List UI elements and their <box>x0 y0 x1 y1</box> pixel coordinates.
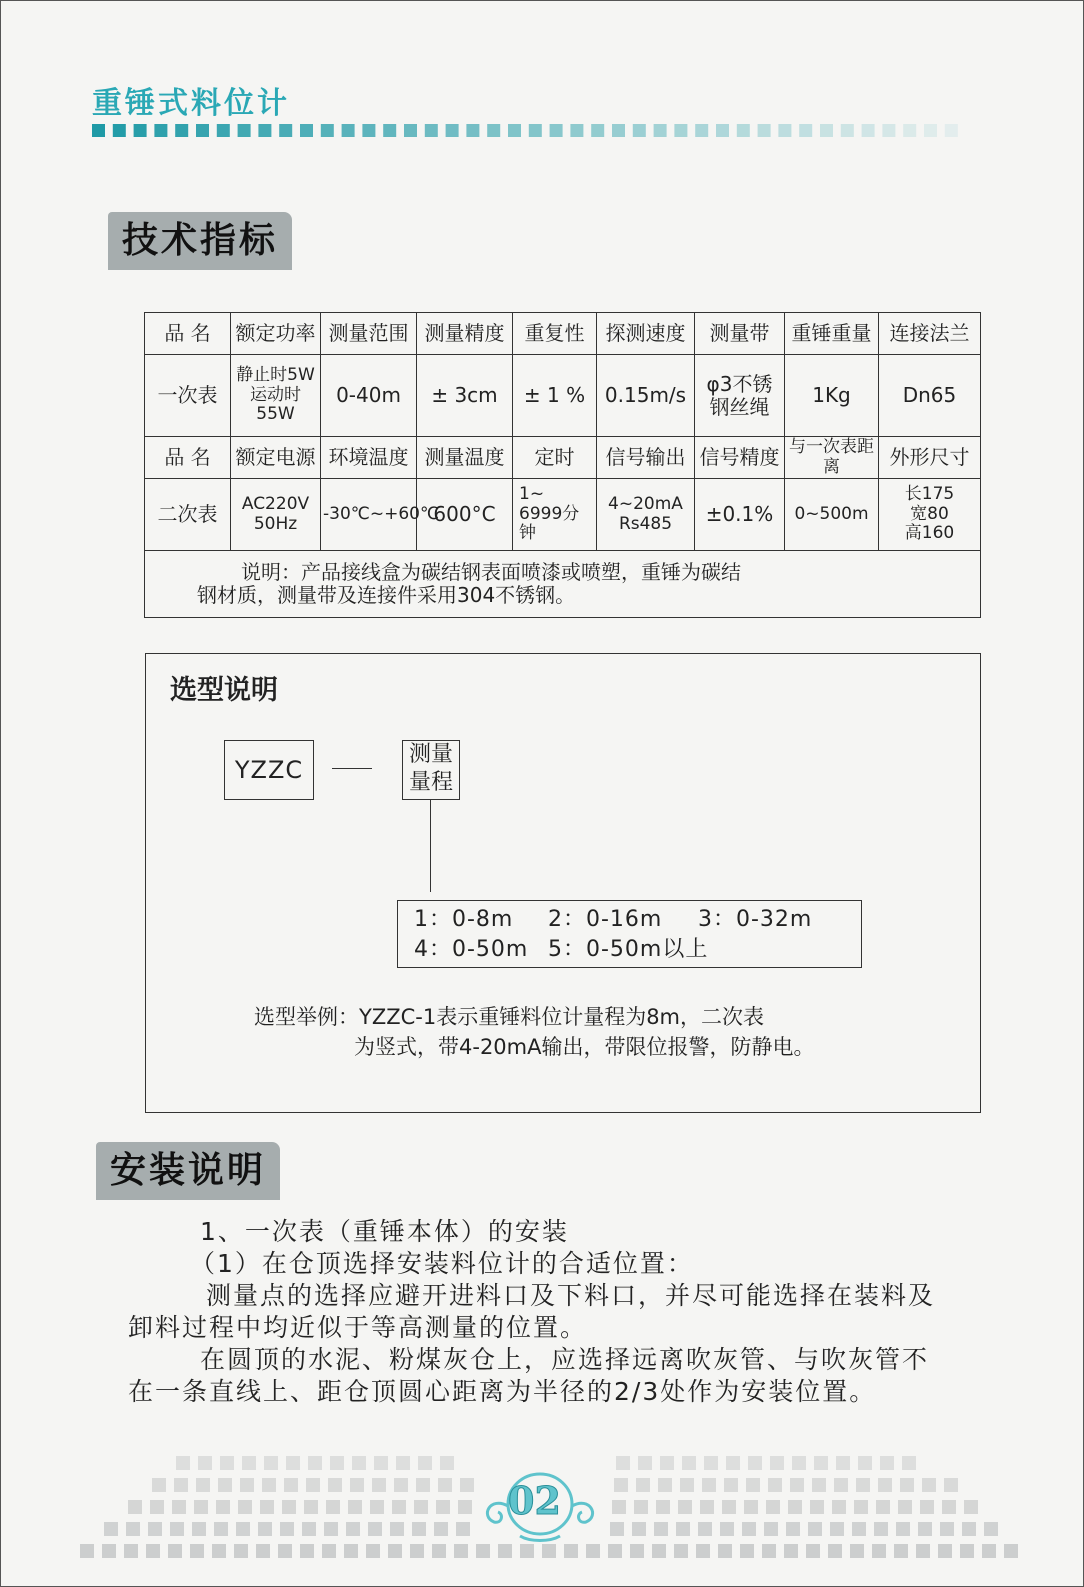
divider-dot <box>92 124 105 137</box>
note-line: 说明：产品接线盒为碳结钢表面喷漆或喷塑，重锤为碳结 <box>241 560 741 584</box>
footer-dot <box>564 1544 578 1558</box>
footer-dot <box>940 1522 954 1536</box>
footer-dot <box>216 1500 230 1514</box>
belt-line: 钢丝绳 <box>709 394 770 419</box>
footer-dot <box>744 1500 758 1514</box>
brand-title: 重锤式料位计 <box>92 86 290 121</box>
header-cell: 重锤重量 <box>785 313 879 355</box>
footer-dot <box>608 1544 622 1558</box>
footer-dot <box>788 1500 802 1514</box>
footer-dot <box>322 1544 336 1558</box>
footer-dot <box>814 1456 828 1470</box>
footer-dot <box>742 1522 756 1536</box>
footer-dot <box>304 1500 318 1514</box>
footer-dot <box>308 1456 322 1470</box>
footer-dot <box>704 1456 718 1470</box>
footer-dot <box>284 1478 298 1492</box>
footer-dot <box>414 1500 428 1514</box>
footer-dot <box>214 1522 228 1536</box>
divider-dot <box>279 124 292 137</box>
table-cell: 1Kg <box>785 355 879 437</box>
header-cell: 品 名 <box>145 437 231 479</box>
footer-dot <box>720 1522 734 1536</box>
footer-dot <box>258 1522 272 1536</box>
divider-dot <box>258 124 271 137</box>
footer-dot <box>352 1456 366 1470</box>
footer-dot <box>852 1522 866 1536</box>
header-cell: 重复性 <box>513 313 597 355</box>
divider-dot <box>695 124 708 137</box>
table-cell: ±0.1% <box>695 479 785 551</box>
divider-dot <box>487 124 500 137</box>
divider-dot <box>841 124 854 137</box>
footer-dot <box>212 1544 226 1558</box>
footer-dot <box>856 1478 870 1492</box>
footer-dot <box>658 1478 672 1492</box>
footer-dot <box>792 1456 806 1470</box>
install-subheading: （1）在仓顶选择安装料位计的合适位置： <box>190 1249 694 1278</box>
header-cell: 测量范围 <box>321 313 417 355</box>
example-line: 为竖式，带4-20mA输出，带限位报警，防静电。 <box>354 1035 815 1059</box>
table-cell: Dn65 <box>879 355 981 437</box>
footer-dot <box>80 1544 94 1558</box>
primary-header-row <box>145 313 981 355</box>
footer-dot <box>806 1544 820 1558</box>
footer-dot <box>770 1456 784 1470</box>
footer-dot <box>410 1544 424 1558</box>
divider-dot <box>175 124 188 137</box>
footer-dot <box>812 1478 826 1492</box>
power-line: 静止时5W <box>236 365 315 386</box>
footer-dot <box>634 1500 648 1514</box>
dim-line: 宽80 <box>910 503 949 524</box>
footer-dot <box>724 1478 738 1492</box>
divider-dot <box>778 124 791 137</box>
footer-dot <box>916 1544 930 1558</box>
divider-dot <box>342 124 355 137</box>
footer-dot <box>896 1522 910 1536</box>
footer-dot <box>702 1478 716 1492</box>
footer-dot <box>434 1522 448 1536</box>
divider-dot <box>529 124 542 137</box>
footer-dot <box>700 1500 714 1514</box>
footer-dot <box>784 1544 798 1558</box>
footer-dot <box>198 1456 212 1470</box>
range-label-box <box>402 740 460 800</box>
footer-dot <box>282 1500 296 1514</box>
footer-dot <box>238 1500 252 1514</box>
footer-dot <box>880 1456 894 1470</box>
header-cell: 外形尺寸 <box>879 437 981 479</box>
header-cell: 探测速度 <box>597 313 695 355</box>
footer-dot <box>942 1500 956 1514</box>
footer-dot <box>920 1500 934 1514</box>
footer-dot <box>678 1500 692 1514</box>
footer-dot <box>260 1500 274 1514</box>
table-cell: 二次表 <box>145 479 231 551</box>
footer-dot <box>286 1456 300 1470</box>
footer-dot <box>674 1544 688 1558</box>
footer-dot <box>176 1456 190 1470</box>
footer-dot <box>172 1500 186 1514</box>
footer-dot <box>832 1500 846 1514</box>
header-cell: 连接法兰 <box>879 313 981 355</box>
footer-dot <box>330 1456 344 1470</box>
footer-dot <box>416 1478 430 1492</box>
divider-dot <box>882 124 895 137</box>
divider-dot <box>654 124 667 137</box>
footer-dot <box>350 1478 364 1492</box>
footer-dot <box>146 1544 160 1558</box>
footer-dot <box>854 1500 868 1514</box>
footer-dot <box>278 1544 292 1558</box>
footer-dot <box>722 1500 736 1514</box>
footer-dot <box>654 1522 668 1536</box>
footer-dot <box>660 1456 674 1470</box>
table-cell: -30℃~+60℃ <box>321 479 417 551</box>
footer-dot <box>192 1522 206 1536</box>
footer-dot <box>790 1478 804 1492</box>
divider-dot <box>466 124 479 137</box>
footer-dot <box>614 1478 628 1492</box>
footer-dot <box>828 1544 842 1558</box>
footer-dot <box>632 1522 646 1536</box>
footer-dot <box>328 1478 342 1492</box>
footer-dot <box>836 1456 850 1470</box>
footer-dot <box>240 1478 254 1492</box>
power-line: 运动时55W <box>250 384 301 425</box>
divider-dot <box>716 124 729 137</box>
footer-dot <box>898 1500 912 1514</box>
secondary-header-row <box>145 437 981 479</box>
table-cell: 0~500m <box>785 479 879 551</box>
divider-dot <box>113 124 126 137</box>
footer-dot <box>148 1522 162 1536</box>
footer-dot <box>858 1456 872 1470</box>
table-cell: 0.15m/s <box>597 355 695 437</box>
footer-dot <box>104 1522 118 1536</box>
footer-dot <box>262 1478 276 1492</box>
divider-dot <box>758 124 771 137</box>
footer-dot <box>764 1522 778 1536</box>
footer-dot <box>394 1478 408 1492</box>
footer-dot <box>696 1544 710 1558</box>
footer-dot <box>872 1544 886 1558</box>
footer-dot <box>300 1544 314 1558</box>
footer-dot <box>348 1500 362 1514</box>
footer-dot <box>636 1478 650 1492</box>
belt-line: φ3不锈 <box>706 371 773 396</box>
divider-dot <box>238 124 251 137</box>
footer-dot <box>170 1522 184 1536</box>
selection-example <box>254 1002 814 1062</box>
divider-dot <box>799 124 812 137</box>
note-row <box>145 551 981 618</box>
note-line: 钢材质，测量带及连接件采用304不锈钢。 <box>197 583 576 607</box>
footer-dot <box>918 1522 932 1536</box>
footer-dot <box>878 1478 892 1492</box>
install-paragraph-line: 在一条直线上、距仓顶圆心距离为半径的2/3处作为安装位置。 <box>128 1377 877 1406</box>
dim-line: 长175 <box>904 484 955 505</box>
footer-dot <box>682 1456 696 1470</box>
footer-dot <box>944 1478 958 1492</box>
footer-dot <box>698 1522 712 1536</box>
footer-dot <box>306 1478 320 1492</box>
footer-dot <box>242 1456 256 1470</box>
footer-dot <box>962 1522 976 1536</box>
signal-line: 4~20mA <box>608 493 683 514</box>
signal-line: Rs485 <box>618 513 673 534</box>
footer-dot <box>456 1522 470 1536</box>
divider-dot <box>300 124 313 137</box>
footer-dot <box>984 1522 998 1536</box>
timer-line: 6999分钟 <box>519 503 580 544</box>
divider-dot <box>404 124 417 137</box>
divider-dot <box>674 124 687 137</box>
footer-dot <box>960 1544 974 1558</box>
footer-dot <box>102 1544 116 1558</box>
divider-dot <box>591 124 604 137</box>
header-cell: 定时 <box>513 437 597 479</box>
footer-dot <box>476 1544 490 1558</box>
footer-dot <box>454 1544 468 1558</box>
connector-vertical-line <box>430 799 431 892</box>
header-cell: 测量温度 <box>417 437 513 479</box>
footer-dot <box>586 1544 600 1558</box>
divider-dot <box>820 124 833 137</box>
table-cell: ± 3cm <box>417 355 513 437</box>
footer-dot <box>610 1522 624 1536</box>
footer-dot <box>874 1522 888 1536</box>
footer-dot <box>366 1544 380 1558</box>
footer-dot <box>740 1544 754 1558</box>
header-cell: 环境温度 <box>321 437 417 479</box>
footer-dot <box>196 1478 210 1492</box>
divider-dot <box>425 124 438 137</box>
footer-dot <box>894 1544 908 1558</box>
footer-dot <box>616 1456 630 1470</box>
header-cell: 额定电源 <box>231 437 321 479</box>
footer-dot <box>964 1500 978 1514</box>
power-line: 50Hz <box>253 513 298 534</box>
model-code-box: YZZC <box>224 740 314 800</box>
table-cell: ± 1 % <box>513 355 597 437</box>
primary-data-row <box>145 355 981 437</box>
footer-dot <box>746 1478 760 1492</box>
header-cell: 测量带 <box>695 313 785 355</box>
install-paragraph-line: 在圆顶的水泥、粉煤灰仓上，应选择远离吹灰管、与吹灰管不 <box>200 1345 930 1374</box>
footer-dot <box>256 1544 270 1558</box>
options-line <box>414 905 861 935</box>
selection-panel <box>145 653 981 1113</box>
table-cell <box>231 355 321 437</box>
footer-dot <box>938 1544 952 1558</box>
range-option: 2：0-16m <box>548 907 663 932</box>
footer-dot <box>498 1544 512 1558</box>
footer-dot <box>652 1544 666 1558</box>
header-cell: 测量精度 <box>417 313 513 355</box>
table-cell <box>879 479 981 551</box>
secondary-data-row <box>145 479 981 551</box>
table-cell: 一次表 <box>145 355 231 437</box>
divider-dot <box>446 124 459 137</box>
footer-dot <box>372 1478 386 1492</box>
footer-dot <box>168 1544 182 1558</box>
footer-dot <box>152 1478 166 1492</box>
table-cell: 600°C <box>417 479 513 551</box>
divider-dot <box>862 124 875 137</box>
footer-dot <box>346 1522 360 1536</box>
example-line: 选型举例：YZZC-1表示重锤料位计量程为8m，二次表 <box>254 1005 765 1029</box>
header-cell: 信号精度 <box>695 437 785 479</box>
range-options-box <box>397 900 862 968</box>
selection-title: 选型说明 <box>170 675 278 706</box>
footer-dot <box>396 1456 410 1470</box>
divider-dot <box>217 124 230 137</box>
footer-dot <box>392 1500 406 1514</box>
install-text <box>128 1216 998 1408</box>
footer-dot <box>834 1478 848 1492</box>
footer-dot <box>124 1544 138 1558</box>
footer-dot <box>344 1544 358 1558</box>
footer-dot <box>726 1456 740 1470</box>
dim-line: 高160 <box>904 523 955 544</box>
spec-table <box>144 312 981 618</box>
footer-dot <box>808 1522 822 1536</box>
footer-dot <box>220 1456 234 1470</box>
footer-dot <box>436 1500 450 1514</box>
footer-dot <box>374 1456 388 1470</box>
page-number: 02 <box>508 1478 561 1523</box>
table-cell <box>597 479 695 551</box>
footer-dot <box>630 1544 644 1558</box>
footer-dot <box>190 1544 204 1558</box>
footer-dot <box>174 1478 188 1492</box>
footer-dot <box>150 1500 164 1514</box>
install-section-tab: 安装说明 <box>96 1142 280 1200</box>
connector-dash <box>332 768 372 769</box>
divider-dot <box>362 124 375 137</box>
range-label-line: 量程 <box>408 770 453 795</box>
header-cell: 品 名 <box>145 313 231 355</box>
footer-dot <box>830 1522 844 1536</box>
footer-dot <box>718 1544 732 1558</box>
footer-dot <box>236 1522 250 1536</box>
range-option: 1：0-8m <box>414 907 514 932</box>
divider-dot <box>383 124 396 137</box>
range-option: 3：0-32m <box>698 907 813 932</box>
footer-dot <box>762 1544 776 1558</box>
install-paragraph-line: 卸料过程中均近似于等高测量的位置。 <box>128 1313 588 1342</box>
install-paragraph-line: 测量点的选择应避开进料口及下料口，并尽可能选择在装料及 <box>206 1281 936 1310</box>
footer-dot <box>368 1522 382 1536</box>
footer-dot <box>876 1500 890 1514</box>
table-cell <box>231 479 321 551</box>
footer-dot <box>128 1500 142 1514</box>
power-line: AC220V <box>241 493 310 514</box>
footer-dot <box>280 1522 294 1536</box>
divider-dot <box>903 124 916 137</box>
footer-dot <box>432 1544 446 1558</box>
footer-dot <box>126 1522 140 1536</box>
footer-dot <box>922 1478 936 1492</box>
header-dot-divider <box>92 124 972 138</box>
table-cell: 0-40m <box>321 355 417 437</box>
footer-dot <box>412 1522 426 1536</box>
divider-dot <box>321 124 334 137</box>
divider-dot <box>134 124 147 137</box>
footer-dot <box>324 1522 338 1536</box>
footer-dot <box>982 1544 996 1558</box>
footer-dot <box>656 1500 670 1514</box>
range-label-line: 测量 <box>408 742 453 767</box>
footer-dot <box>520 1544 534 1558</box>
footer-dot <box>786 1522 800 1536</box>
table-cell <box>695 355 785 437</box>
footer-dot <box>680 1478 694 1492</box>
timer-line: 1~ <box>519 484 545 505</box>
footer-dot <box>370 1500 384 1514</box>
footer-dot <box>264 1456 278 1470</box>
table-cell <box>513 479 597 551</box>
footer-dot <box>612 1500 626 1514</box>
divider-dot <box>737 124 750 137</box>
footer-dot <box>1004 1544 1018 1558</box>
footer-dot <box>810 1500 824 1514</box>
divider-dot <box>570 124 583 137</box>
spec-note <box>145 551 981 618</box>
footer-dot <box>388 1544 402 1558</box>
footer-dot <box>418 1456 432 1470</box>
footer-dot <box>194 1500 208 1514</box>
footer-dot <box>438 1478 452 1492</box>
footer-dot <box>766 1500 780 1514</box>
footer-dot <box>302 1522 316 1536</box>
footer-dot <box>902 1456 916 1470</box>
footer-dot <box>326 1500 340 1514</box>
divider-dot <box>633 124 646 137</box>
divider-dot <box>196 124 209 137</box>
footer-dot <box>900 1478 914 1492</box>
header-cell: 与一次表距离 <box>785 437 879 479</box>
divider-dot <box>945 124 958 137</box>
footer-dot <box>234 1544 248 1558</box>
footer-dot <box>218 1478 232 1492</box>
footer-dot <box>748 1456 762 1470</box>
divider-dot <box>550 124 563 137</box>
specs-section-tab: 技术指标 <box>108 212 292 270</box>
footer-dot <box>638 1456 652 1470</box>
header-cell: 额定功率 <box>231 313 321 355</box>
range-option: 5：0-50m以上 <box>548 937 709 962</box>
footer-dot <box>850 1544 864 1558</box>
divider-dot <box>508 124 521 137</box>
footer-dot <box>676 1522 690 1536</box>
footer-dot <box>542 1544 556 1558</box>
footer-dot <box>768 1478 782 1492</box>
divider-dot <box>612 124 625 137</box>
options-line <box>414 935 861 965</box>
divider-dot <box>924 124 937 137</box>
range-option: 4：0-50m <box>414 937 529 962</box>
header-cell: 信号输出 <box>597 437 695 479</box>
install-heading: 1、一次表（重锤本体）的安装 <box>200 1217 569 1246</box>
divider-dot <box>154 124 167 137</box>
footer-dot <box>390 1522 404 1536</box>
footer-dot <box>440 1456 454 1470</box>
